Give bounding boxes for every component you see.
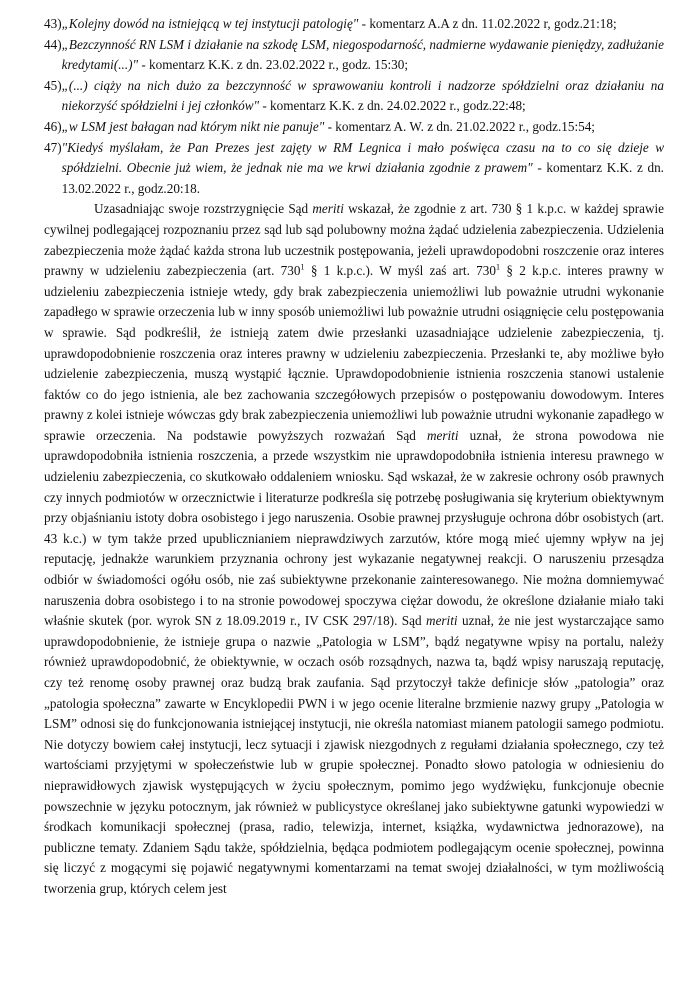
meriti-term: meriti xyxy=(426,613,458,629)
comment-list xyxy=(44,14,664,199)
comment-item-47 xyxy=(44,138,664,200)
meriti-term: meriti xyxy=(312,201,344,217)
paragraph-text: § 1 k.p.c.). W myśl zaś art. 730 xyxy=(304,263,496,279)
paragraph-text: uznał, że nie jest wystarczające samo uprawdopodobnienie, że istnieje grupa o nazwie „Patologia w LSM”, bądź negatywne wpisy na portalu, należy również uprawdopodobnić, że obiektywnie, w oczach osób rozsądnych, nazwa ta, bądź wpisy naruszają reputację, czy też renomę osoby prawnej oraz budzą brak zaufania. Sąd przytoczył także definicje słów „patologia” oraz „patologia społeczna” zawarte w Encyklopedii PWN i w jego ocenie literalne brzmienie nazwy grupy „Patologia w LSM” odnosi się do funkcjonowania istniejącej instytucji, nie określa natomiast mianem patologii samego podmiotu. Nie dotyczy bowiem całej instytucji, lecz sytuacji i zjawisk niezgodnych z regułami działania społecznego, czy też wartościami przyjętymi w społeczeństwie lub w grupie społecznej. Ponadto słowo patologia w odniesieniu do nieprawidłowych zjawisk występujących w życiu społecznym, pomimo jego wydźwięku, funkcjonuje obecnie powszechnie w języku potocznym, jak również w publicystyce określanej jako subiektywne gatunki wypowiedzi w środkach komunikacji społecznej (prasa, radio, telewizja, internet, książka, wydawnictwa jednorazowe), na publiczne tematy. Zdaniem Sądu także, spółdzielnia, będąca podmiotem podlegającym ocenie społecznej, powinna się liczyć z mogącymi się pojawić negatywnymi komentarzami na temat swojej działalności, w tym możliwością tworzenia grup, których celem jest xyxy=(44,613,664,896)
comment-number: 46) xyxy=(44,118,62,134)
comment-quote: „Bezczynność RN LSM i działanie na szkodę LSM, niegospodarność, nadmierne wydawanie pieniędzy, zadłużanie kredytami(...)" xyxy=(61,36,664,73)
justification-paragraph xyxy=(44,199,664,899)
comment-meta: - komentarz A.A z dn. 11.02.2022 r, godz.21:18; xyxy=(358,16,617,31)
paragraph-text: uznał, że strona powodowa nie uprawdopodobniła istnienia roszczenia, a przede wszystkim nie uprawdopodobniła istnienia interesu prawnego w udzieleniu zabezpieczenia, co skutkowało oddaleniem wniosku. Sąd wskazał, że w zakresie ochrony osób prawnych czy innych podmiotów w orzecznictwie i literaturze podkreśla się potrzebę posługiwania się kryterium obiektywnym przy objaśnianiu istoty dobra osobistego i jego naruszenia. Osobie prawnej przysługuje ochrona dóbr osobistych (art. 43 k.c.) w tym także przed upublicznianiem nieprawdziwych zarzutów, które mogą mieć ujemny wpływ na jej reputację, jednakże warunkiem przyznania ochrony jest wykazanie negatywnej reakcji. O naruszeniu przesądza odbiór w świadomości ogółu osób, nie zaś subiektywne przekonanie zainteresowanego. Nie można domniemywać naruszenia dobra osobistego i to na stronie powodowej spoczywa ciężar dowodu, że określone działanie miało taki właśnie skutek (por. wyrok SN z 18.09.2019 r., IV CSK 297/18). Sąd xyxy=(44,427,664,629)
superscript: 1 xyxy=(300,261,305,272)
comment-number: 44) xyxy=(44,36,62,52)
comment-text xyxy=(62,138,664,200)
comment-item-46 xyxy=(44,117,664,138)
comment-text xyxy=(62,117,664,138)
comment-number: 47) xyxy=(44,139,62,155)
comment-text xyxy=(62,14,664,35)
comment-quote: „Kolejny dowód na istniejącą w tej instytucji patologię" xyxy=(61,16,359,31)
comment-meta: - komentarz A. W. z dn. 21.02.2022 r., godz.15:54; xyxy=(324,118,595,134)
paragraph-text: § 2 k.p.c. interes prawny w udzieleniu zabezpieczenia istnieje wtedy, gdy brak zabezpieczenia uniemożliwi lub poważnie utrudni wykonanie zapadłego w sprawie orzeczenia lub w inny sposób uniemożliwi lub poważnie utrudni osiągnięcie celu postępowania w sprawie. Sąd podkreślił, że istnieją zatem dwie przesłanki uzasadniające udzielenie zabezpieczenia, tj. uprawdopodobnienie roszczenia oraz interes prawny w udzieleniu zabezpieczenia. Przesłanki te, aby możliwe było udzielenie zabezpieczenia, muszą wystąpić łącznie. Uprawdopodobnienie istnienia roszczenia stanowi ustalenie faktów co do jego istnienia, ale bez zachowania szczegółowych przepisów o postępowaniu dowodowym. Interes prawny z kolei istnieje wówczas gdy brak zabezpieczenia uniemożliwi lub poważnie utrudni wykonanie zapadłego w sprawie orzeczenia. Na podstawie powyższych rozważań Sąd xyxy=(44,263,665,443)
comment-number: 45) xyxy=(44,77,62,93)
comment-item-44 xyxy=(44,35,664,76)
comment-quote: „w LSM jest bałagan nad którym nikt nie panuje" xyxy=(61,118,325,134)
comment-item-45 xyxy=(44,76,664,117)
comment-meta: - komentarz K.K. z dn. 24.02.2022 r., godz.22:48; xyxy=(259,98,526,114)
comment-quote: "Kiedyś myślałam, że Pan Prezes jest zajęty w RM Legnica i mało poświęca czasu na to co się dzieje w spółdzielni. Obecnie już wiem, że jednak nie ma we krwi działania zgodnie z prawem" xyxy=(61,139,664,176)
comment-number: 43) xyxy=(44,16,62,31)
comment-meta: - komentarz K.K. z dn. 23.02.2022 r., godz. 15:30; xyxy=(138,57,408,73)
comment-text xyxy=(62,35,664,76)
paragraph-text: wskazał, że zgodnie z art. 730 § 1 k.p.c. w każdej sprawie cywilnej podlegającej rozpoznaniu przez sąd lub sąd polubowny można żądać udzielenia zabezpieczenia. Udzielenia zabezpieczenia może żądać każda strona lub uczestnik postępowania, jeżeli uprawdopodobni roszczenie oraz interes prawny w udzieleniu zabezpieczenia (art. 730 xyxy=(44,201,664,279)
comment-item-43 xyxy=(44,14,664,35)
comment-text xyxy=(62,76,664,117)
superscript: 1 xyxy=(495,261,501,272)
meriti-term: meriti xyxy=(427,427,459,443)
comment-meta: - komentarz K.K. z dn. 13.02.2022 r., godz.20:18. xyxy=(61,160,664,196)
paragraph-text: Uzasadniając swoje rozstrzygnięcie Sąd xyxy=(94,201,313,217)
comment-quote: „(...) ciąży na nich dużo za bezczynność w sprawowaniu kontroli i nadzorze spółdzielni oraz działaniu na niekorzyść spółdzielni i jej członków" xyxy=(61,77,664,114)
